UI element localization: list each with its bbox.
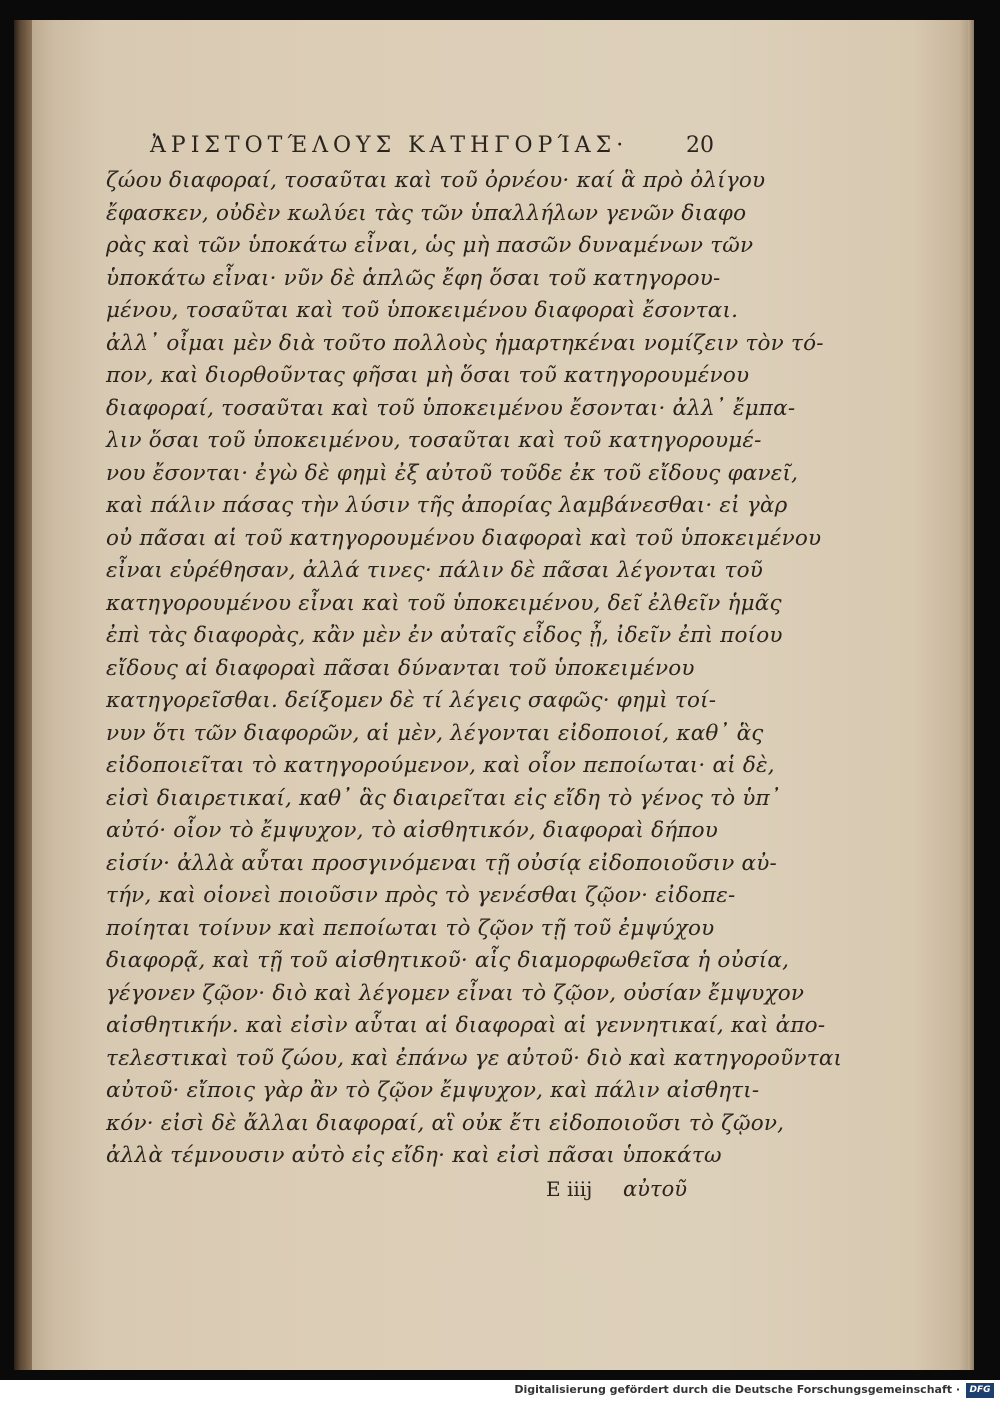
- text-line: αἰσθητικήν. καὶ εἰσὶν αὗται αἱ διαφοραὶ αἱ γεννητικαί, καὶ ἀπο-: [106, 1013, 826, 1038]
- running-title: ἈΡΙΣΤΟΤΈΛΟΥΣ ΚΑΤΗΓΟΡΊΑΣ·: [150, 133, 629, 158]
- text-line: μένου, τοσαῦται καὶ τοῦ ὑποκειμένου διαφοραὶ ἔσονται.: [106, 298, 739, 323]
- text-line: κατηγορουμένου εἶναι καὶ τοῦ ὑποκειμένου, δεῖ ἐλθεῖν ἡμᾶς: [106, 590, 782, 616]
- text-line: τελεστικαὶ τοῦ ζώου, καὶ ἐπάνω γε αὐτοῦ· διὸ καὶ κατηγοροῦνται: [106, 1045, 843, 1071]
- signature-mark: E iiij: [546, 1176, 593, 1201]
- text-line: ἐπὶ τὰς διαφορὰς, κἂν μὲν ἐν αὐταῖς εἶδος ᾖ, ἰδεῖν ἐπὶ ποίου: [106, 623, 783, 648]
- text-line: ποίηται τοίνυν καὶ πεποίωται τὸ ζῷον τῇ τοῦ ἐμψύχου: [106, 915, 715, 941]
- text-line: ὑποκάτω εἶναι· νῦν δὲ ἁπλῶς ἔφη ὅσαι τοῦ κατηγορου-: [106, 265, 721, 291]
- text-line: κόν· εἰσὶ δὲ ἄλλαι διαφοραί, αἳ οὐκ ἔτι εἰδοποιοῦσι τὸ ζῷον,: [106, 1110, 785, 1136]
- text-line: ἀλλ᾽ οἶμαι μὲν διὰ τοῦτο πολλοὺς ἡμαρτηκέναι νομίζειν τὸν τό-: [106, 330, 824, 356]
- funding-credit: Digitalisierung gefördert durch die Deutsche Forschungsgemeinschaft ·: [514, 1383, 960, 1396]
- credit-bar: [0, 1380, 1000, 1403]
- page-edge: [968, 20, 974, 1370]
- text-line: ζώου διαφοραί, τοσαῦται καὶ τοῦ ὀρνέου· καί ἃ πρὸ ὀλίγου: [106, 168, 766, 193]
- text-line: ἀλλὰ τέμνουσιν αὐτὸ εἰς εἴδη· καὶ εἰσὶ πᾶσαι ὑποκάτω: [106, 1143, 722, 1168]
- text-line: αὐτό· οἷον τὸ ἔμψυχον, τὸ αἰσθητικόν, διαφοραὶ δήπου: [106, 818, 719, 843]
- body-text: [106, 165, 843, 1173]
- text-line: διαφοραί, τοσαῦται καὶ τοῦ ὑποκειμένου ἔσονται· ἀλλ᾽ ἔμπα-: [106, 395, 796, 421]
- book-spine: [14, 20, 32, 1370]
- text-line: νου ἔσονται· ἐγὼ δὲ φημὶ ἐξ αὐτοῦ τοῦδε ἐκ τοῦ εἴδους φανεῖ,: [106, 460, 799, 486]
- page-number: 20: [686, 133, 714, 158]
- text-line: αὐτοῦ· εἴποις γὰρ ἂν τὸ ζῷον ἔμψυχον, καὶ πάλιν αἰσθητι-: [106, 1078, 760, 1103]
- text-line: οὐ πᾶσαι αἱ τοῦ κατηγορουμένου διαφοραὶ καὶ τοῦ ὑποκειμένου: [106, 525, 822, 551]
- text-line: εἰσὶ διαιρετικαί, καθ᾽ ἃς διαιρεῖται εἰς εἴδη τὸ γένος τὸ ὑπ᾽: [106, 785, 781, 811]
- catchword: αὐτοῦ: [623, 1176, 687, 1201]
- text-line: τήν, καὶ οἱονεὶ ποιοῦσιν πρὸς τὸ γενέσθαι ζῷον· εἰδοπε-: [106, 883, 736, 908]
- text-line: διαφορᾷ, καὶ τῇ τοῦ αἰσθητικοῦ· αἷς διαμορφωθεῖσα ἡ οὐσία,: [106, 948, 790, 973]
- text-line: εἰδοποιεῖται τὸ κατηγορούμενον, καὶ οἷον πεποίωται· αἱ δὲ,: [106, 753, 775, 778]
- text-line: γέγονεν ζῷον· διὸ καὶ λέγομεν εἶναι τὸ ζῷον, οὐσίαν ἔμψυχον: [106, 980, 805, 1006]
- text-line: νυν ὅτι τῶν διαφορῶν, αἱ μὲν, λέγονται εἰδοποιοί, καθ᾽ ἃς: [106, 720, 764, 746]
- text-line: λιν ὅσαι τοῦ ὑποκειμένου, τοσαῦται καὶ τοῦ κατηγορουμέ-: [106, 428, 762, 453]
- text-line: ἔφασκεν, οὐδὲν κωλύει τὰς τῶν ὑπαλλήλων γενῶν διαφο: [106, 200, 747, 226]
- text-line: εἰσίν· ἀλλὰ αὗται προσγινόμεναι τῇ οὐσίᾳ εἰδοποιοῦσιν αὐ-: [106, 850, 777, 876]
- text-line: κατηγορεῖσθαι. δείξομεν δὲ τί λέγεις σαφῶς· φημὶ τοί-: [106, 688, 717, 713]
- text-line: εἴδους αἱ διαφοραὶ πᾶσαι δύνανται τοῦ ὑποκειμένου: [106, 655, 695, 681]
- text-line: ρὰς καὶ τῶν ὑποκάτω εἶναι, ὡς μὴ πασῶν δυναμένων τῶν: [106, 233, 754, 258]
- text-block: [106, 125, 843, 1213]
- book-page: [14, 20, 974, 1370]
- text-line: καὶ πάλιν πάσας τὴν λύσιν τῆς ἀπορίας λαμβάνεσθαι· εἰ γὰρ: [106, 493, 788, 518]
- page-footer: [106, 1173, 726, 1213]
- text-line: πον, καὶ διορθοῦντας φῆσαι μὴ ὅσαι τοῦ κατηγορουμένου: [106, 363, 750, 388]
- text-line: εἶναι εὑρέθησαν, ἀλλά τινες· πάλιν δὲ πᾶσαι λέγονται τοῦ: [106, 558, 763, 583]
- page-header: [106, 125, 726, 165]
- dfg-logo: DFG: [966, 1383, 994, 1398]
